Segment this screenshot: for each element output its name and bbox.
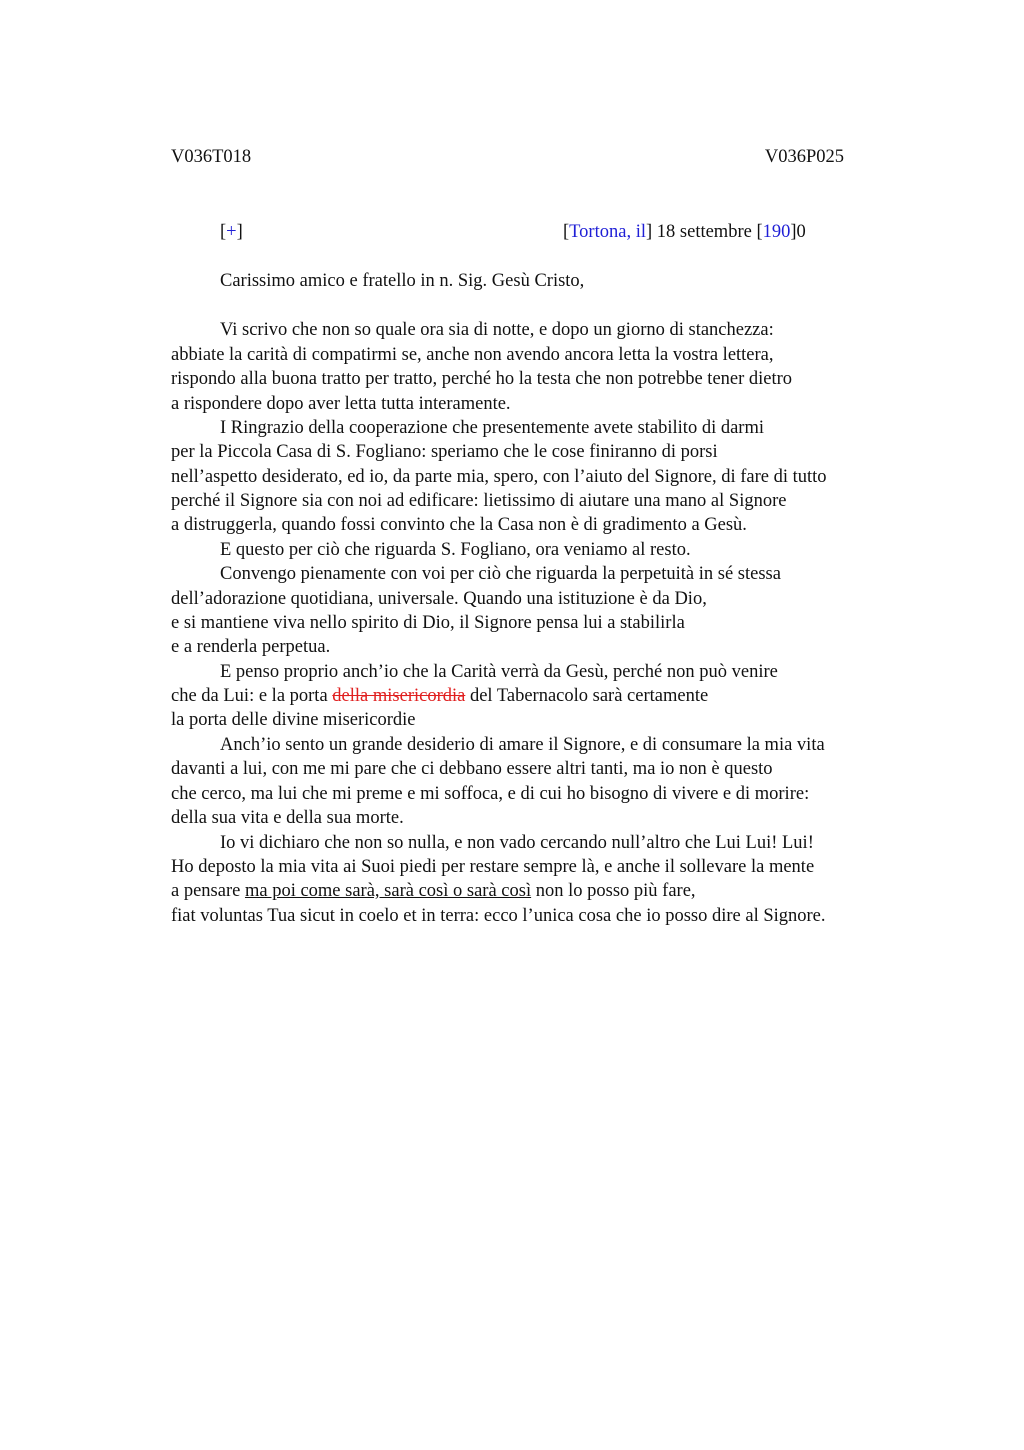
body-line: a rispondere dopo aver letta tutta interamente. xyxy=(171,394,511,414)
struck-text: della misericordia xyxy=(332,686,466,706)
body-line: Vi scrivo che non so quale ora sia di notte, e dopo un giorno di stanchezza: xyxy=(220,320,774,340)
body-line: E questo per ciò che riguarda S. Fogliano, ora veniamo al resto. xyxy=(220,540,691,560)
body-line: perché il Signore sia con noi ad edificare: lietissimo di aiutare una mano al Signore xyxy=(171,491,787,511)
body-line: rispondo alla buona tratto per tratto, perché ho la testa che non potrebbe tener dietro xyxy=(171,369,793,389)
body-line: dell’adorazione quotidiana, universale. Quando una istituzione è da Dio, xyxy=(171,589,707,609)
body-line: Anch’io sento un grande desiderio di amare il Signore, e di consumare la mia vita xyxy=(220,735,825,755)
year-suffix: 0 xyxy=(796,222,806,242)
document-code-left: V036T018 xyxy=(171,147,252,167)
body-line: E penso proprio anch’io che la Carità verrà da Gesù, perché non può venire xyxy=(220,662,778,682)
body-line: nell’aspetto desiderato, ed io, da parte mia, spero, con l’aiuto del Signore, di fare di tutto xyxy=(171,467,827,487)
body-line: e a renderla perpetua. xyxy=(171,637,331,657)
plus-marker: [+] xyxy=(220,222,243,242)
body-line: per la Piccola Casa di S. Fogliano: speriamo che le cose finiranno di porsi xyxy=(171,442,718,462)
place-name: Tortona, il xyxy=(569,222,646,242)
date-text: 18 settembre xyxy=(652,222,757,242)
body-line-closing: fiat voluntas Tua sicut in coelo et in terra: ecco l’unica cosa che io posso dire al Signore. xyxy=(171,906,826,926)
body-line: I Ringrazio della cooperazione che presentemente avete stabilito di darmi xyxy=(220,418,764,438)
body-line: che cerco, ma lui che mi preme e mi soffoca, e di cui ho bisogno di vivere e di morire: xyxy=(171,784,810,804)
body-line: e si mantiene viva nello spirito di Dio, il Signore pensa lui a stabilirla xyxy=(171,613,685,633)
plus-sign: + xyxy=(226,222,237,242)
body-line-porta: che da Lui: e la porta della misericordia del Tabernacolo sarà certamente xyxy=(171,686,709,706)
body-line-pensare: a pensare ma poi come sarà, sarà così o sarà così non lo posso più fare, xyxy=(171,881,696,901)
body-line: a distruggerla, quando fossi convinto che la Casa non è di gradimento a Gesù. xyxy=(171,515,747,535)
body-line: Io vi dichiaro che non so nulla, e non vado cercando null’altro che Lui Lui! Lui! xyxy=(220,833,814,853)
dateline: [Tortona, il] 18 settembre [190]0 xyxy=(563,222,806,242)
year-prefix: 190 xyxy=(762,222,791,242)
body-line: abbiate la carità di compatirmi se, anche non avendo ancora letta la vostra lettera, xyxy=(171,345,774,365)
body-line: della sua vita e della sua morte. xyxy=(171,808,404,828)
body-line: Ho deposto la mia vita ai Suoi piedi per restare sempre là, e anche il sollevare la mente xyxy=(171,857,815,877)
salutation: Carissimo amico e fratello in n. Sig. Gesù Cristo, xyxy=(220,271,585,291)
body-line: davanti a lui, con me mi pare che ci debbano essere altri tanti, ma io non è questo xyxy=(171,759,773,779)
body-line: la porta delle divine misericordie xyxy=(171,710,416,730)
body-line: Convengo pienamente con voi per ciò che riguarda la perpetuità in sé stessa xyxy=(220,564,781,584)
underlined-text: ma poi come sarà, sarà così o sarà così xyxy=(244,881,532,901)
document-code-right: V036P025 xyxy=(764,147,844,167)
